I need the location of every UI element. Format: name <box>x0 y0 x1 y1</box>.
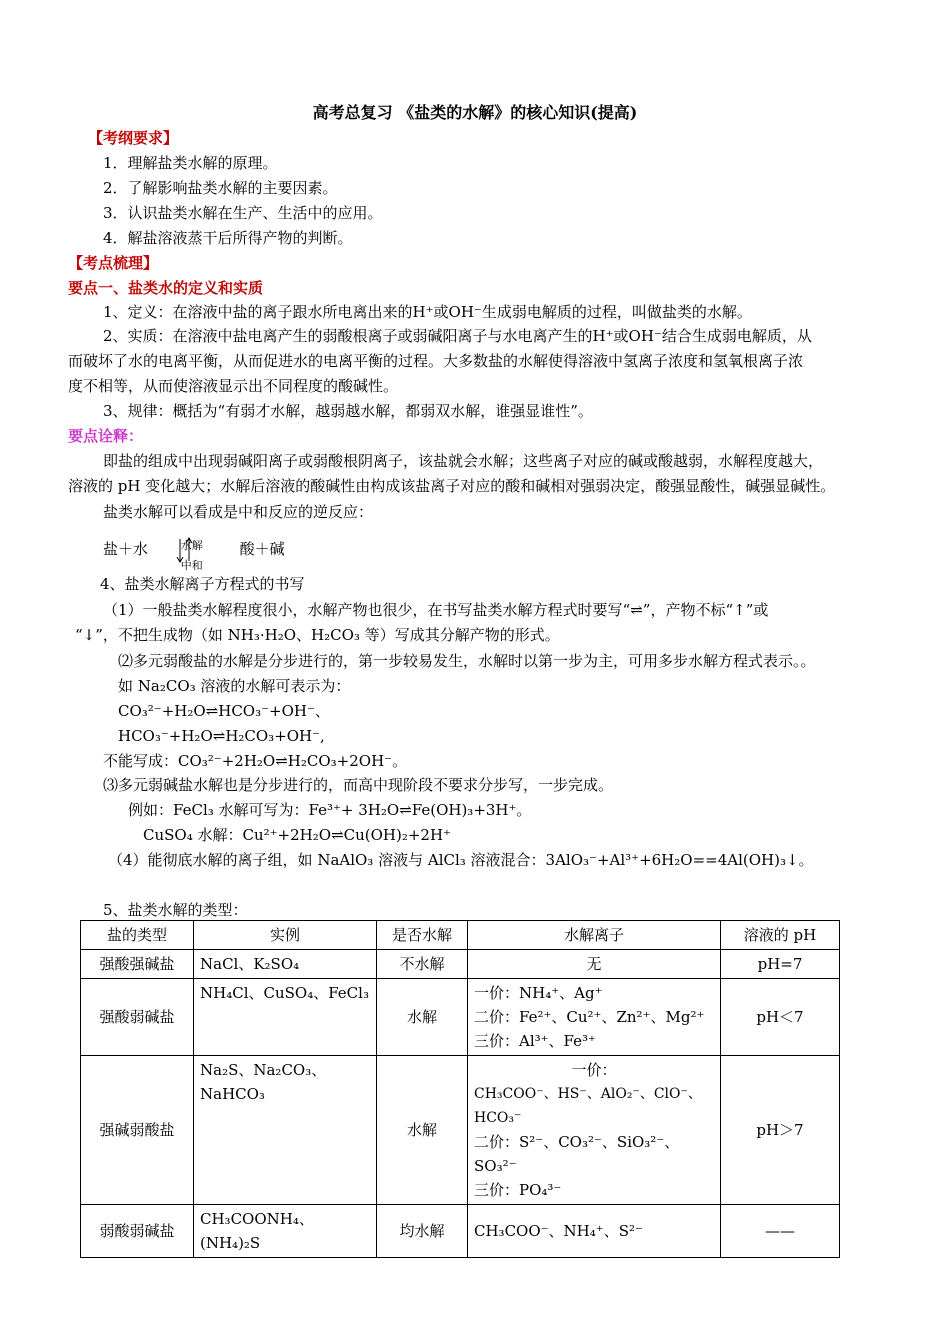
ion-line: 二价：Fe²⁺、Cu²⁺、Zn²⁺、Mg²⁺ <box>474 1008 705 1026</box>
kaogang-item-2: 2．了解影响盐类水解的主要因素。 <box>103 179 338 197</box>
hydrolysis-cell: 水解 <box>377 979 468 1056</box>
hydrolysis-cell: 均水解 <box>377 1205 468 1258</box>
ion-cell <box>468 979 721 1056</box>
arrow-label-hydrolysis: 水解 <box>180 539 203 552</box>
ion-cell: 无 <box>468 950 721 979</box>
reverse-right: 酸＋碱 <box>239 540 285 558</box>
point-3-example-2: CuSO₄ 水解：Cu²⁺+2H₂O⇌Cu(OH)₂+2H⁺ <box>143 826 451 844</box>
note-heading: 要点诠释： <box>68 427 144 445</box>
ion-line: 一价：NH₄⁺、Ag⁺ <box>474 984 603 1002</box>
table-header: 是否水解 <box>377 921 468 950</box>
salt-type-cell: 强酸弱碱盐 <box>81 979 194 1056</box>
rule-text: 3、规律：概括为“有弱才水解，越弱越水解，都弱双水解，谁强显谁性”。 <box>103 402 593 420</box>
table-row <box>81 979 840 1056</box>
point-2-text: ⑵多元弱酸盐的水解是分步进行的，第一步较易发生，水解时以第一步为主，可用多步水解方程式表示。。 <box>118 652 816 670</box>
arrow-label-neutralization: 中和 <box>180 559 203 572</box>
kaogang-item-4: 4．解盐溶液蒸干后所得产物的判断。 <box>103 229 353 247</box>
kaogang-item-3: 3．认识盐类水解在生产、生活中的应用。 <box>103 204 383 222</box>
example-cell: Na₂S、Na₂CO₃、NaHCO₃ <box>194 1056 377 1205</box>
reversible-arrow-icon <box>153 535 203 572</box>
point-3-example-1: 例如：FeCl₃ 水解可写为：Fe³⁺+ 3H₂O⇌Fe(OH)₃+3H⁺。 <box>128 801 532 819</box>
essence-line-1: 2、实质：在溶液中盐电离产生的弱酸根离子或弱碱阳离子与水电离产生的H⁺或OH⁻结合生成弱电解质，从 <box>103 327 812 345</box>
kaodian-heading: 【考点梳理】 <box>68 254 159 272</box>
ion-line: 二价：S²⁻、CO₃²⁻、SiO₃²⁻、SO₃²⁻ <box>474 1133 680 1175</box>
table-header: 水解离子 <box>468 921 721 950</box>
table-row <box>81 1056 840 1205</box>
ph-cell: —— <box>721 1205 840 1258</box>
table-row <box>81 1205 840 1258</box>
reverse-left: 盐＋水 <box>103 540 149 558</box>
table-header: 实例 <box>194 921 377 950</box>
equation-1: CO₃²⁻+H₂O⇌HCO₃⁻+OH⁻、 <box>118 702 330 720</box>
ion-cell <box>468 1056 721 1205</box>
hydrolysis-type-table <box>80 920 840 1258</box>
ph-cell: pH＜7 <box>721 979 840 1056</box>
ph-cell: pH=7 <box>721 950 840 979</box>
page-title: 高考总复习 《盐类的水解》的核心知识(提高) <box>312 103 638 122</box>
example-cell: NH₄Cl、CuSO₄、FeCl₃ <box>194 979 377 1056</box>
ph-cell: pH＞7 <box>721 1056 840 1205</box>
ion-cell: CH₃COO⁻、NH₄⁺、S²⁻ <box>468 1205 721 1258</box>
kaogang-heading: 【考纲要求】 <box>88 129 179 147</box>
hydrolysis-cell: 不水解 <box>377 950 468 979</box>
point-3-text: ⑶多元弱碱盐水解也是分步进行的，而高中现阶段不要求分步写，一步完成。 <box>103 776 614 794</box>
ion-line: 三价：Al³⁺、Fe³⁺ <box>474 1032 596 1050</box>
ion-line: CH₃COO⁻、HS⁻、AlO₂⁻、ClO⁻、HCO₃⁻ <box>474 1086 702 1126</box>
section-5-heading: 5、盐类水解的类型： <box>103 901 248 919</box>
section-4-heading: 4、盐类水解离子方程式的书写 <box>100 575 305 593</box>
section-heading-1: 要点一、盐类水的定义和实质 <box>68 279 264 297</box>
kaogang-item-1: 1．理解盐类水解的原理。 <box>103 154 278 172</box>
salt-type-cell: 弱酸弱碱盐 <box>81 1205 194 1258</box>
example-cell: NaCl、K₂SO₄ <box>194 950 377 979</box>
table-row <box>81 950 840 979</box>
point-4-text: （4）能彻底水解的离子组，如 NaAlO₃ 溶液与 AlCl₃ 溶液混合：3AlO₃⁻+Al³⁺+6H₂O==4Al(OH)₃↓。 <box>108 851 814 869</box>
hydrolysis-cell: 水解 <box>377 1056 468 1205</box>
salt-type-cell: 强酸强碱盐 <box>81 950 194 979</box>
ion-line: 三价：PO₄³⁻ <box>474 1181 562 1199</box>
point-1-line-1: （1）一般盐类水解程度很小，水解产物也很少，在书写盐类水解方程式时要写“⇌”，产物不标“↑”或 <box>103 601 769 619</box>
essence-line-2: 而破坏了水的电离平衡，从而促进水的电离平衡的过程。大多数盐的水解使得溶液中氢离子浓度和氢氧根离子浓 <box>68 352 804 370</box>
equation-3: 不能写成：CO₃²⁻+2H₂O⇌H₂CO₃+2OH⁻。 <box>103 752 408 770</box>
point-2-example: 如 Na₂CO₃ 溶液的水解可表示为： <box>118 677 351 695</box>
table-header: 盐的类型 <box>81 921 194 950</box>
ion-line: 一价： <box>571 1061 617 1079</box>
essence-line-3: 度不相等，从而使溶液显示出不同程度的酸碱性。 <box>68 377 399 395</box>
salt-type-cell: 强碱弱酸盐 <box>81 1056 194 1205</box>
reverse-reaction <box>103 534 285 572</box>
note-line-3: 盐类水解可以看成是中和反应的逆反应： <box>103 503 374 521</box>
note-line-2: 溶液的 pH 变化越大；水解后溶液的酸碱性由构成该盐离子对应的酸和碱相对强弱决定，酸强显酸性，碱强显碱性。 <box>68 477 836 495</box>
point-1-line-2: “↓”，不把生成物（如 NH₃·H₂O、H₂CO₃ 等）写成其分解产物的形式。 <box>75 626 560 644</box>
table-header-row <box>81 921 840 950</box>
definition-text: 1、定义：在溶液中盐的离子跟水所电离出来的H⁺或OH⁻生成弱电解质的过程，叫做盐类的水解。 <box>103 303 752 321</box>
equation-2: HCO₃⁻+H₂O⇌H₂CO₃+OH⁻, <box>118 727 325 745</box>
example-cell: CH₃COONH₄、(NH₄)₂S <box>194 1205 377 1258</box>
table-header: 溶液的 pH <box>721 921 840 950</box>
note-line-1: 即盐的组成中出现弱碱阳离子或弱酸根阴离子，该盐就会水解；这些离子对应的碱或酸越弱，水解程度越大， <box>103 452 824 470</box>
